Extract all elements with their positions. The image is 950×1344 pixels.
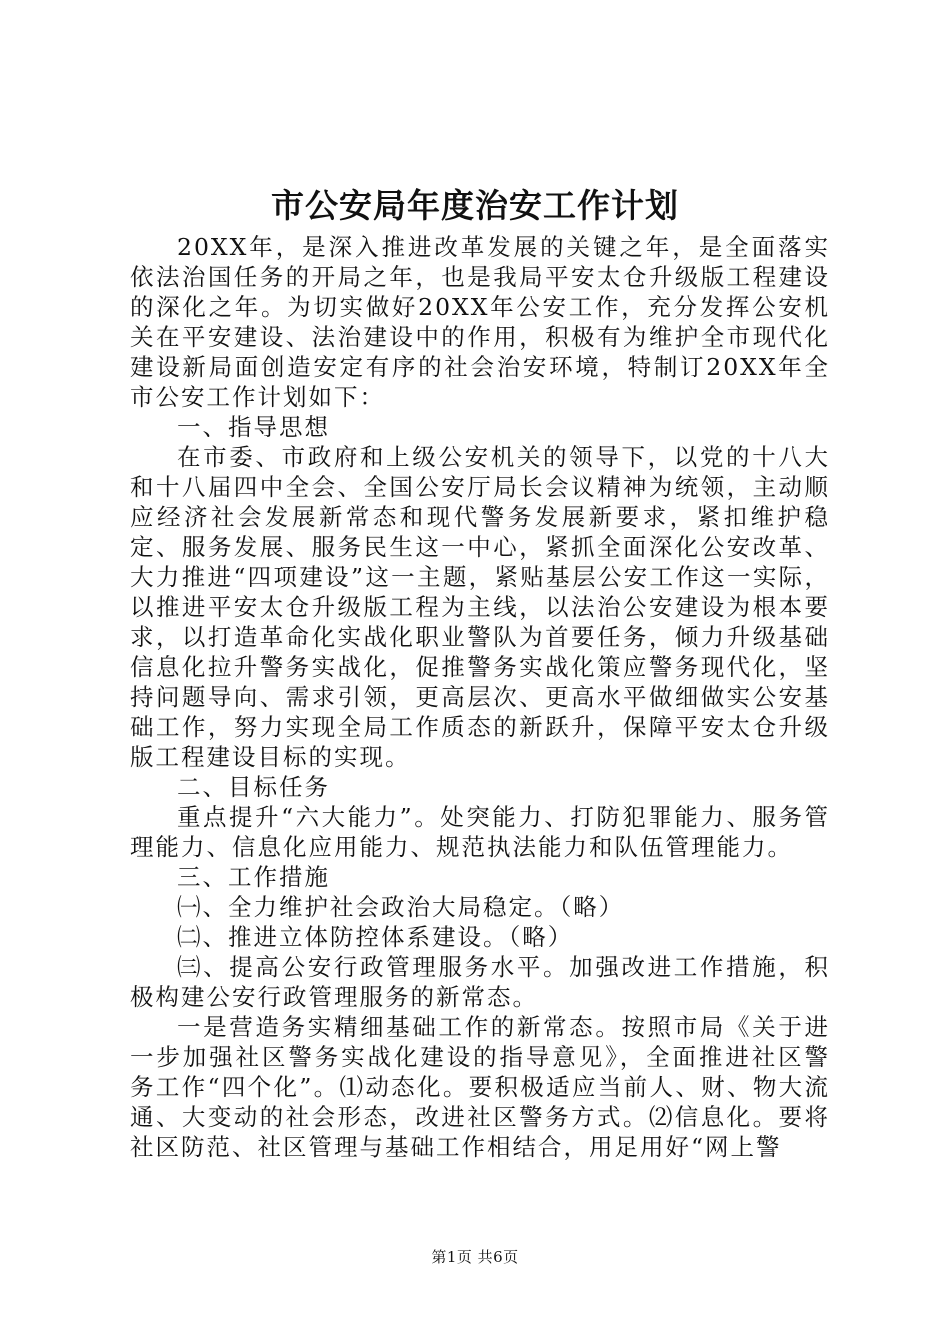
document-title: 市公安局年度治安工作计划	[271, 186, 679, 225]
measure-detail-paragraph: 一是营造务实精细基础工作的新常态。按照市局《关于进一步加强社区警务实战化建设的指导意见》，全面推进社区警务工作“四个化”。⑴动态化。要积极适应当前人、财、物大流通、大变动的社会形态，改进社区警务方式。⑵信息化。要将社区防范、社区管理与基础工作相结合，用足用好“网上警	[130, 1013, 830, 1161]
guiding-ideology-paragraph: 在市委、市政府和上级公安机关的领导下，以党的十八大和十八届四中全会、全国公安厅局长会议精神为统领，主动顺应经济社会发展新常态和现代警务发展新要求，紧扣维护稳定、服务发展、服务民生这一中心，紧抓全面深化公安改革、大力推进“四项建设”这一主题，紧贴基层公安工作这一实际，以推进平安太仓升级版工程为主线，以法治公安建设为根本要求，以打造革命化实战化职业警队为首要任务，倾力升级基础信息化拉升警务实战化，促推警务实战化策应警务现代化，坚持问题导向、需求引领，更高层次、更高水平做细做实公安基础工作，努力实现全局工作质态的新跃升，保障平安太仓升级版工程建设目标的实现。	[130, 443, 830, 771]
page-footer: 第1页 共6页	[431, 1248, 519, 1266]
section-heading-measures: 三、工作措施	[177, 863, 330, 891]
section-heading-guiding-ideology: 一、指导思想	[177, 413, 330, 441]
measure-item-2: ㈡、推进立体防控体系建设。（略）	[177, 923, 574, 951]
intro-paragraph: 20XX年，是深入推进改革发展的关键之年，是全面落实依法治国任务的开局之年，也是我局平安太仓升级版工程建设的深化之年。为切实做好20XX年公安工作，充分发挥公安机关在平安建设、法治建设中的作用，积极有为维护全市现代化建设新局面创造安定有序的社会治安环境，特制订20XX年全市公安工作计划如下：	[130, 233, 830, 411]
document-body	[130, 232, 830, 1162]
measure-item-3: ㈢、提高公安行政管理服务水平。加强改进工作措施，积极构建公安行政管理服务的新常态。	[130, 953, 830, 1011]
section-heading-goals: 二、目标任务	[177, 773, 330, 801]
goals-paragraph: 重点提升“六大能力”。处突能力、打防犯罪能力、服务管理能力、信息化应用能力、规范执法能力和队伍管理能力。	[130, 803, 830, 861]
measure-item-1: ㈠、全力维护社会政治大局稳定。（略）	[177, 893, 625, 921]
